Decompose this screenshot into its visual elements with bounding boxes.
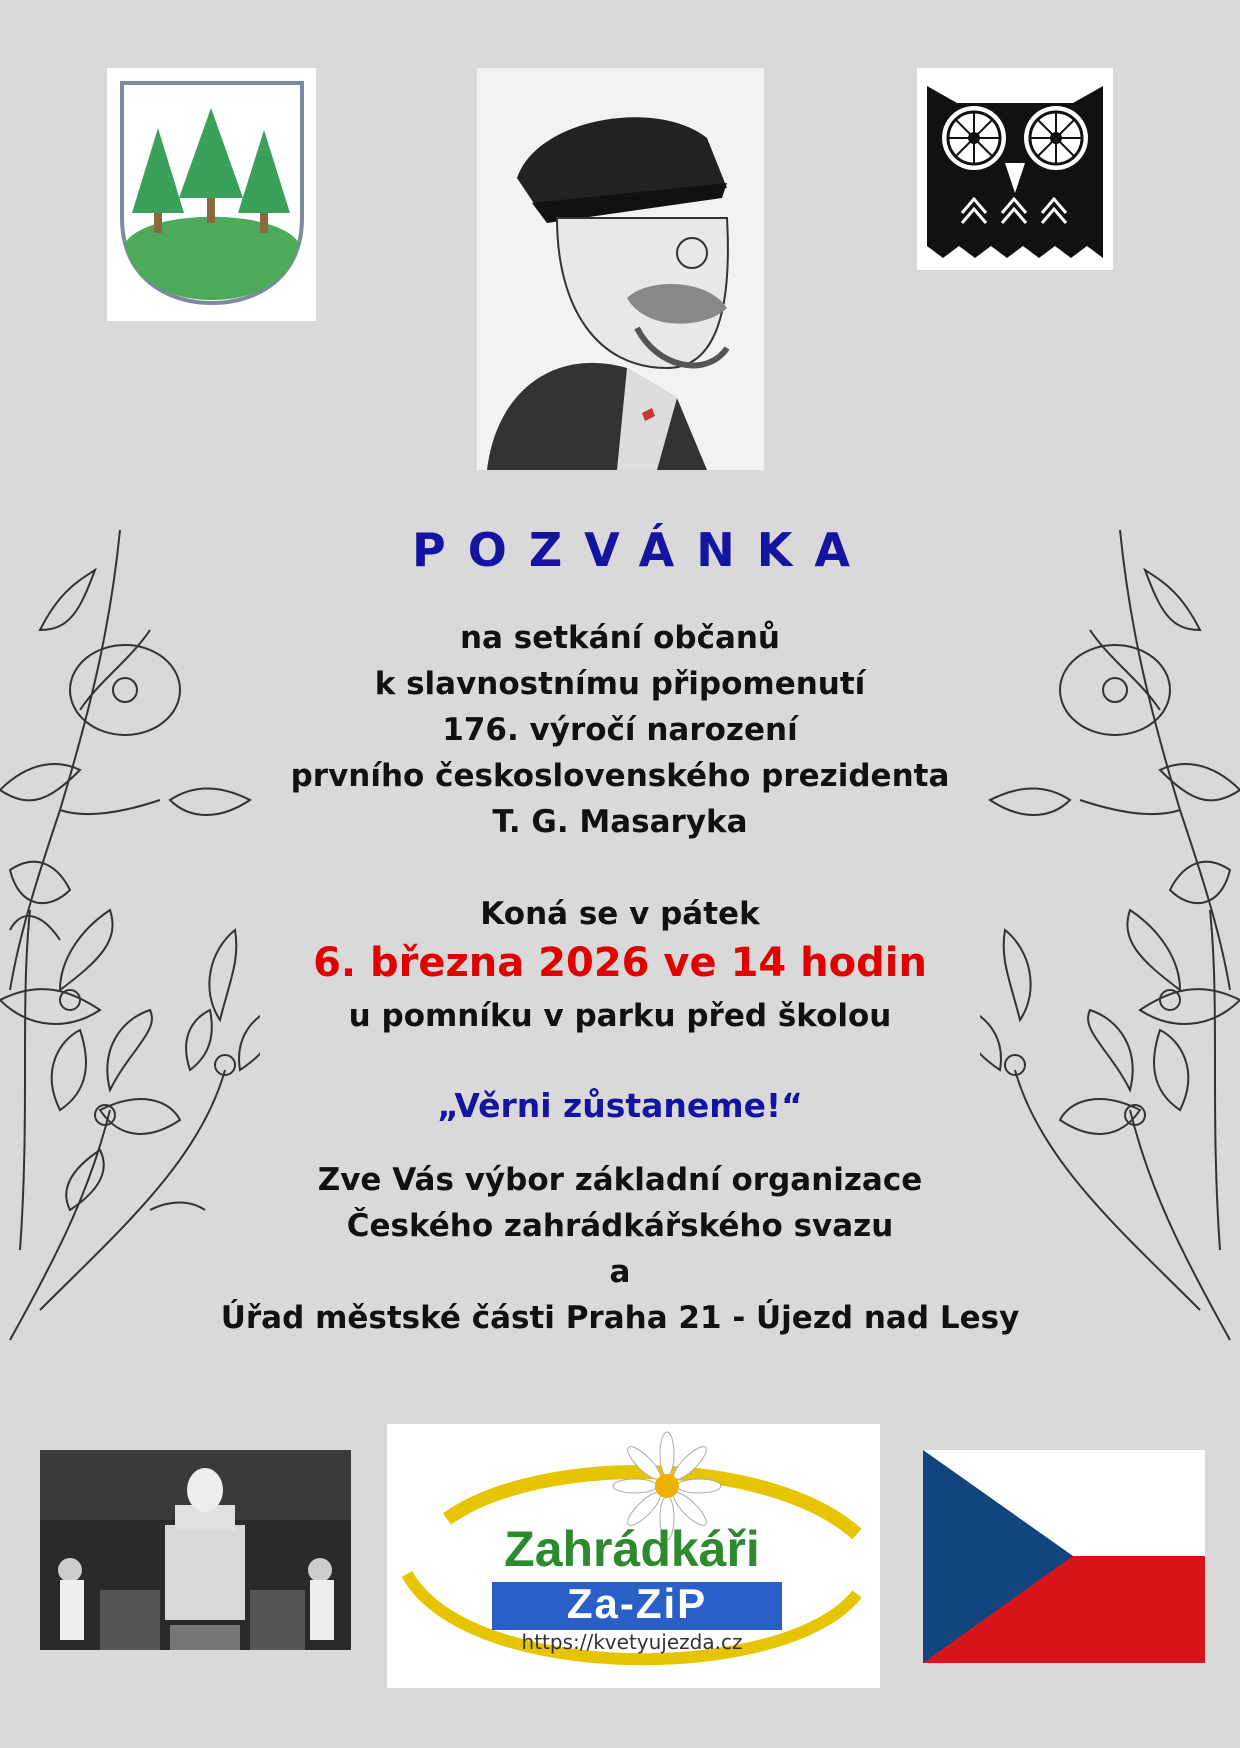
owl-logo-image [917, 68, 1113, 270]
organizer-line-3: a [609, 1254, 631, 1290]
intro-line-4: prvního československého prezidenta [290, 758, 950, 794]
czech-flag [923, 1450, 1205, 1663]
intro-line-2: k slavnostnímu připomenutí [374, 666, 866, 702]
zahradkari-logo [387, 1424, 880, 1688]
motto: „Věrni zůstaneme!“ [437, 1086, 803, 1125]
event-prefix: Koná se v pátek [480, 896, 760, 932]
logo-name: Zahrádkáři [504, 1521, 760, 1577]
intro-line-3: 176. výročí narození [442, 712, 798, 748]
invitation-title: POZVÁNKA [412, 523, 872, 577]
organizer-line-1: Zve Vás výbor základní organizace [317, 1162, 923, 1198]
organizer-line-2: Českého zahrádkářského svazu [346, 1208, 894, 1244]
portrait-image [477, 68, 764, 470]
coat-of-arms-image [107, 68, 316, 321]
event-date: 6. března 2026 ve 14 hodin [313, 940, 927, 986]
event-place: u pomníku v parku před školou [348, 998, 892, 1034]
monument-photo [40, 1450, 351, 1650]
organizer-line-4: Úřad městské části Praha 21 - Újezd nad Lesy [220, 1300, 1020, 1336]
intro-line-1: na setkání občanů [459, 620, 781, 656]
intro-line-5: T. G. Masaryka [492, 804, 748, 840]
logo-sub: Za-ZiP [566, 1580, 708, 1627]
logo-url[interactable]: https://kvetyujezda.cz [521, 1630, 743, 1654]
